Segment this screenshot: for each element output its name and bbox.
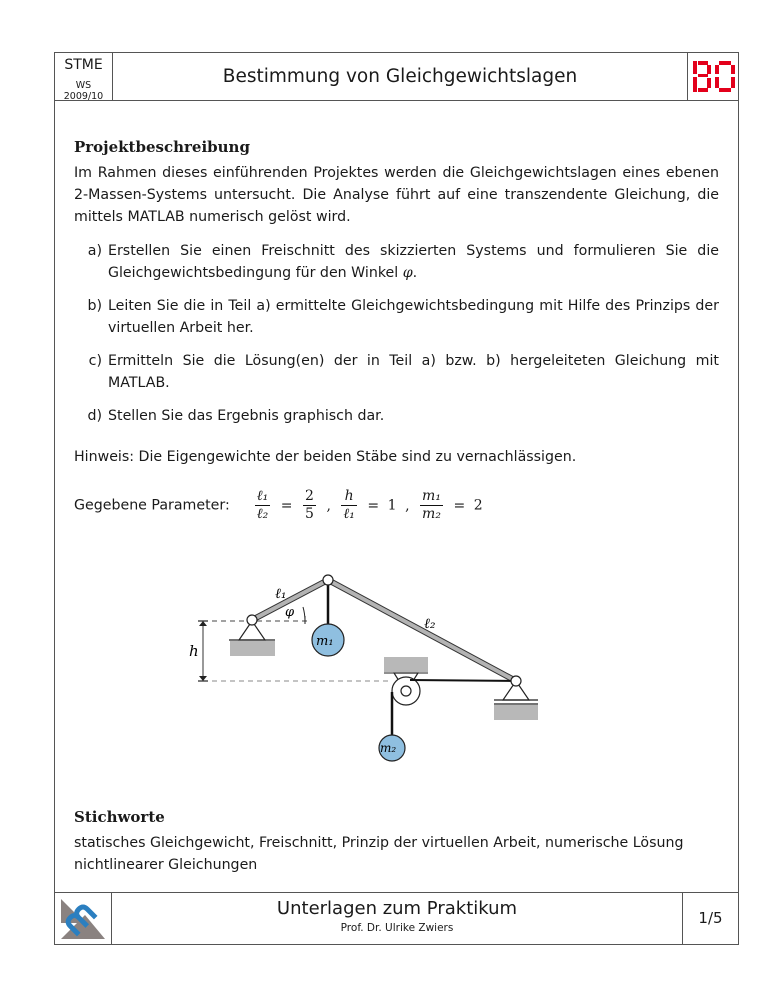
arrow-up-icon <box>199 621 207 626</box>
section-heading-keywords: Stichworte <box>74 808 165 826</box>
ratio-m1-m2: $\frac{\text{m₁}}{\text{m₂}}$ <box>422 488 441 522</box>
right-ground <box>494 705 538 720</box>
task-label: a) <box>87 243 102 259</box>
m1-label: m₁ <box>316 634 334 649</box>
hint-text: Hinweis: Die Eigengewichte der beiden Stäbe sind zu vernachlässigen. <box>74 449 577 465</box>
l2-label: ℓ₂ <box>424 616 436 632</box>
semester: WS 2009/10 <box>63 80 104 102</box>
task-label: d) <box>87 408 102 424</box>
ratio-l1-l2: $\frac{\text{ℓ₁}}{\text{ℓ₂}}$ <box>256 488 269 522</box>
task-text: Ermitteln Sie die Lösung(en) der in Teil a) bzw. b) hergeleiteten Gleichung mit MATLAB. <box>108 353 719 391</box>
ratio-h-l1: $\frac{h}{\text{ℓ₁}}$ <box>343 488 355 522</box>
h-label: h <box>189 642 199 660</box>
ratio-value: $\frac{2}{5}$ <box>305 488 314 522</box>
document-title: Bestimmung von Gleichgewichtslagen <box>222 66 578 87</box>
course-code: STME <box>64 57 103 73</box>
phi-symbol: φ <box>402 265 413 281</box>
m-institute-logo-icon <box>55 893 112 944</box>
task-label: c) <box>88 353 102 369</box>
page-footer <box>54 892 739 945</box>
m2-label: m₂ <box>380 741 397 755</box>
given-parameters: Gegebene Parameter: $\frac{\text{ℓ₁}}{\text{ℓ₂}}$ = $\frac{2}{5}$ , $\frac{h}{\text{ℓ₁}}$ = 1 , $\frac{\text{m₁}}{\text{m₂}}$ = 2 <box>74 488 483 522</box>
footer-author: Prof. Dr. Ulrike Zwiers <box>340 922 454 934</box>
arrow-down-icon <box>199 676 207 681</box>
phi-label: φ <box>285 605 295 620</box>
task-text: Leiten Sie die in Teil a) ermittelte Gleichgewichtsbedingung mit Hilfe des Prinzips der virtuellen Arbeit her. <box>108 298 719 336</box>
left-ground <box>230 641 275 656</box>
section-heading-project: Projektbeschreibung <box>74 138 250 156</box>
joint-top <box>323 575 333 585</box>
rope <box>410 680 516 681</box>
joint-right <box>511 676 521 686</box>
task-label: b) <box>87 298 102 314</box>
footer-center <box>112 893 682 944</box>
keywords-text: statisches Gleichgewicht, Freischnitt, Prinzip der virtuellen Arbeit, numerische Lösung nichtlinearer Gleichungen <box>74 835 684 873</box>
task-text: Erstellen Sie einen Freischnitt des skizzierten Systems und formulieren Sie die Gleichgewichtsbedingung für den Winkel φ. <box>108 243 719 281</box>
joint-left <box>247 615 257 625</box>
ratio-value: 1 <box>387 497 397 514</box>
footer-title: Unterlagen zum Praktikum <box>276 898 518 919</box>
pulley-ceiling <box>384 657 428 672</box>
page-number: 1/5 <box>682 893 738 944</box>
task-text: Stellen Sie das Ergebnis graphisch dar. <box>108 408 385 424</box>
params-label: Gegebene Parameter: <box>74 497 230 514</box>
ratio-value: 2 <box>473 497 483 514</box>
intro-paragraph: Im Rahmen dieses einführenden Projektes werden die Gleichgewichtslagen eines ebenen 2-Massen-Systems untersucht. Die Analyse führt auf eine transzendente Gleichung, die mittels MATLAB numerisch gelöst wird. <box>74 165 719 225</box>
l1-label: ℓ₁ <box>275 586 287 602</box>
